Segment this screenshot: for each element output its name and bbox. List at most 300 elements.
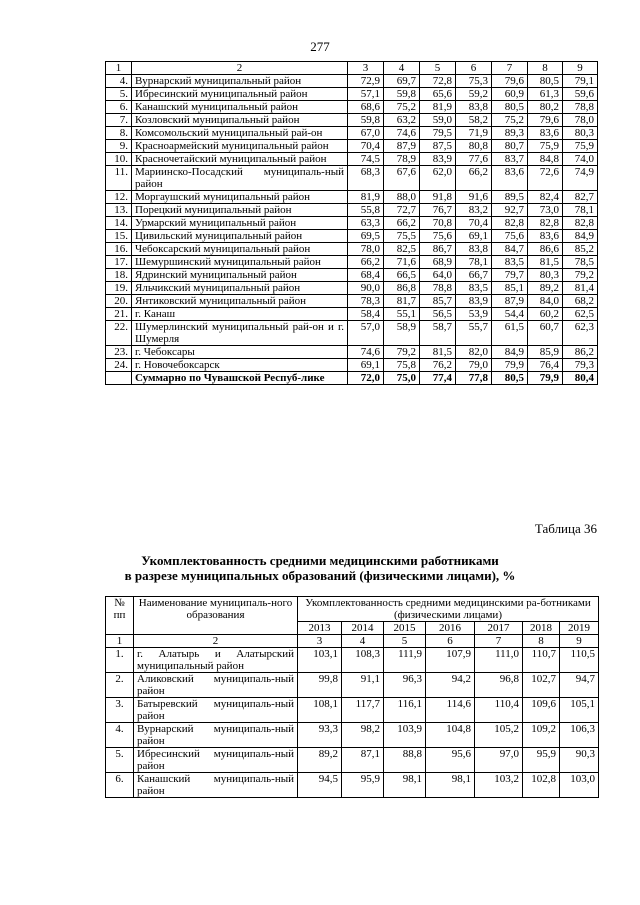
row-value: 98,1 [426,773,475,798]
total-value: 77,4 [420,372,456,385]
row-name: Чебоксарский муниципальный район [132,243,348,256]
row-value: 79,1 [563,75,598,88]
row-value: 82,4 [528,191,563,204]
row-value: 84,8 [528,153,563,166]
row-name: Батыревский муниципаль-ный район [134,698,298,723]
row-number: 15. [106,230,132,243]
year-header: 2017 [475,622,523,635]
total-value: 79,9 [528,372,563,385]
row-value: 84,7 [492,243,528,256]
row-value: 103,0 [560,773,599,798]
row-value: 75,9 [563,140,598,153]
row-value: 79,9 [492,359,528,372]
row-value: 59,0 [420,114,456,127]
row-name: Цивильский муниципальный район [132,230,348,243]
index-header-row [106,62,598,75]
column-index: 4 [384,62,420,75]
row-value: 60,2 [528,308,563,321]
row-name: Порецкий муниципальный район [132,204,348,217]
total-number-cell [106,372,132,385]
table-row [106,114,598,127]
row-value: 79,7 [492,269,528,282]
row-value: 111,9 [384,648,426,673]
row-number: 2. [106,673,134,698]
column-header-number: № пп [106,597,134,635]
row-name: Ибресинский муниципаль-ный район [134,748,298,773]
table-row [106,230,598,243]
row-value: 59,6 [563,88,598,101]
row-value: 55,1 [384,308,420,321]
row-value: 114,6 [426,698,475,723]
row-number: 13. [106,204,132,217]
total-value: 72,0 [348,372,384,385]
row-name: Вурнарский муниципаль-ный район [134,723,298,748]
row-value: 76,7 [420,204,456,217]
column-index: 7 [475,635,523,648]
row-number: 10. [106,153,132,166]
row-value: 72,8 [420,75,456,88]
row-value: 75,3 [456,75,492,88]
row-value: 59,8 [384,88,420,101]
row-value: 72,9 [348,75,384,88]
row-value: 117,7 [342,698,384,723]
row-value: 56,5 [420,308,456,321]
row-name: Канашский муниципальный район [132,101,348,114]
row-value: 85,2 [563,243,598,256]
table-row [106,101,598,114]
row-value: 71,9 [456,127,492,140]
table-row [106,204,598,217]
row-value: 83,6 [528,127,563,140]
column-index: 8 [523,635,560,648]
row-value: 103,1 [298,648,342,673]
row-value: 102,7 [523,673,560,698]
row-name: Ядринский муниципальный район [132,269,348,282]
row-value: 80,3 [528,269,563,282]
row-value: 83,8 [456,101,492,114]
column-index: 9 [563,62,598,75]
row-number: 5. [106,748,134,773]
row-value: 69,5 [348,230,384,243]
row-number: 6. [106,773,134,798]
row-value: 61,3 [528,88,563,101]
row-value: 83,5 [456,282,492,295]
row-value: 55,7 [456,321,492,346]
column-index: 1 [106,62,132,75]
row-value: 96,8 [475,673,523,698]
year-header: 2015 [384,622,426,635]
year-header: 2013 [298,622,342,635]
row-name: Шемуршинский муниципальный район [132,256,348,269]
row-name: Мариинско-Посадский муниципаль-ный район [132,166,348,191]
total-name: Суммарно по Чувашской Респуб-лике [132,372,348,385]
row-value: 75,5 [384,230,420,243]
row-value: 75,8 [384,359,420,372]
row-value: 81,4 [563,282,598,295]
row-value: 72,6 [528,166,563,191]
row-value: 66,5 [384,269,420,282]
table-row [106,75,598,88]
row-value: 86,8 [384,282,420,295]
nurse-staffing-table [105,596,599,798]
row-value: 78,8 [563,101,598,114]
table-row [106,346,598,359]
row-value: 98,2 [342,723,384,748]
row-name: Моргаушский муниципальный район [132,191,348,204]
row-value: 91,1 [342,673,384,698]
table-row [106,217,598,230]
row-value: 94,5 [298,773,342,798]
row-value: 81,7 [384,295,420,308]
row-value: 87,5 [420,140,456,153]
table-row [106,359,598,372]
row-value: 81,5 [528,256,563,269]
table-row [106,140,598,153]
row-value: 80,8 [456,140,492,153]
row-value: 75,6 [420,230,456,243]
row-value: 54,4 [492,308,528,321]
row-value: 84,9 [563,230,598,243]
index-header-row [106,635,599,648]
row-number: 16. [106,243,132,256]
column-index: 1 [106,635,134,648]
row-number: 14. [106,217,132,230]
row-value: 74,6 [384,127,420,140]
row-value: 75,6 [492,230,528,243]
table-row [106,127,598,140]
row-value: 110,7 [523,648,560,673]
row-number: 23. [106,346,132,359]
row-value: 110,5 [560,648,599,673]
row-value: 79,3 [563,359,598,372]
row-value: 67,0 [348,127,384,140]
row-value: 75,2 [384,101,420,114]
table-caption: Таблица 36 [534,521,597,536]
row-value: 79,2 [384,346,420,359]
total-value: 77,8 [456,372,492,385]
table-row [106,673,599,698]
row-value: 67,6 [384,166,420,191]
row-number: 19. [106,282,132,295]
row-value: 80,7 [492,140,528,153]
page-number: 277 [310,39,330,54]
row-value: 66,2 [348,256,384,269]
row-value: 86,7 [420,243,456,256]
table-title-line-2: в разрезе муниципальных образований (физическими лицами), % [124,568,516,583]
row-value: 78,5 [563,256,598,269]
row-value: 84,9 [492,346,528,359]
row-name: Комсомольский муниципальный рай-он [132,127,348,140]
row-value: 105,2 [475,723,523,748]
row-number: 17. [106,256,132,269]
column-header-name: Наименование муниципаль-ного образования [134,597,298,635]
row-value: 95,6 [426,748,475,773]
row-value: 68,3 [348,166,384,191]
row-value: 91,6 [456,191,492,204]
row-value: 71,6 [384,256,420,269]
row-value: 106,3 [560,723,599,748]
year-header: 2018 [523,622,560,635]
row-value: 83,8 [456,243,492,256]
row-value: 66,7 [456,269,492,282]
row-value: 89,3 [492,127,528,140]
row-value: 90,0 [348,282,384,295]
row-value: 88,0 [384,191,420,204]
row-value: 81,5 [420,346,456,359]
row-value: 74,9 [563,166,598,191]
row-value: 94,2 [426,673,475,698]
total-value: 80,4 [563,372,598,385]
row-value: 53,9 [456,308,492,321]
column-index: 2 [132,62,348,75]
row-value: 79,5 [420,127,456,140]
column-index: 5 [420,62,456,75]
row-value: 103,9 [384,723,426,748]
row-value: 59,2 [456,88,492,101]
row-value: 89,2 [528,282,563,295]
row-value: 83,6 [492,166,528,191]
row-value: 107,9 [426,648,475,673]
row-value: 60,7 [528,321,563,346]
row-value: 78,3 [348,295,384,308]
row-name: г. Новочебоксарск [132,359,348,372]
column-index: 3 [298,635,342,648]
row-value: 62,5 [563,308,598,321]
row-value: 87,9 [384,140,420,153]
row-value: 95,9 [342,773,384,798]
row-value: 95,9 [523,748,560,773]
table-row [106,748,599,773]
column-index: 7 [492,62,528,75]
row-number: 22. [106,321,132,346]
row-value: 57,0 [348,321,384,346]
row-value: 105,1 [560,698,599,723]
row-value: 89,2 [298,748,342,773]
row-value: 57,1 [348,88,384,101]
row-value: 86,6 [528,243,563,256]
row-value: 76,4 [528,359,563,372]
table-row [106,153,598,166]
total-row [106,372,598,385]
row-value: 62,3 [563,321,598,346]
row-value: 73,0 [528,204,563,217]
row-name: г. Канаш [132,308,348,321]
column-index: 9 [560,635,599,648]
row-value: 60,9 [492,88,528,101]
row-value: 93,3 [298,723,342,748]
row-value: 86,2 [563,346,598,359]
table-title [0,553,640,583]
row-value: 109,6 [523,698,560,723]
row-value: 108,1 [298,698,342,723]
row-value: 61,5 [492,321,528,346]
row-value: 90,3 [560,748,599,773]
column-index: 6 [456,62,492,75]
row-number: 7. [106,114,132,127]
row-number: 20. [106,295,132,308]
row-number: 21. [106,308,132,321]
row-value: 83,9 [420,153,456,166]
table-row [106,308,598,321]
row-value: 82,8 [563,217,598,230]
row-value: 82,0 [456,346,492,359]
row-value: 78,0 [563,114,598,127]
table-row [106,191,598,204]
row-name: Красночетайский муниципальный район [132,153,348,166]
row-value: 75,9 [528,140,563,153]
year-header: 2014 [342,622,384,635]
row-value: 64,0 [420,269,456,282]
row-value: 66,2 [384,217,420,230]
row-value: 70,8 [420,217,456,230]
row-number: 8. [106,127,132,140]
table-row [106,773,599,798]
row-value: 78,8 [420,282,456,295]
row-value: 58,9 [384,321,420,346]
row-value: 79,6 [528,114,563,127]
total-value: 75,0 [384,372,420,385]
row-value: 58,7 [420,321,456,346]
table-row [106,243,598,256]
table-row [106,648,599,673]
row-value: 59,8 [348,114,384,127]
row-number: 4. [106,723,134,748]
row-number: 12. [106,191,132,204]
row-value: 103,2 [475,773,523,798]
row-value: 85,9 [528,346,563,359]
row-value: 116,1 [384,698,426,723]
row-value: 88,8 [384,748,426,773]
row-value: 85,1 [492,282,528,295]
row-name: Яльчикский муниципальный район [132,282,348,295]
row-value: 68,4 [348,269,384,282]
row-name: Вурнарский муниципальный район [132,75,348,88]
table-row [106,256,598,269]
row-name: Ибресинский муниципальный район [132,88,348,101]
row-value: 68,6 [348,101,384,114]
table-row [106,269,598,282]
row-value: 79,6 [492,75,528,88]
row-value: 74,6 [348,346,384,359]
row-value: 92,7 [492,204,528,217]
row-number: 11. [106,166,132,191]
table-row [106,723,599,748]
row-value: 69,7 [384,75,420,88]
table-row [106,698,599,723]
row-value: 76,2 [420,359,456,372]
row-name: Козловский муниципальный район [132,114,348,127]
row-value: 82,7 [563,191,598,204]
row-value: 68,2 [563,295,598,308]
column-index: 6 [426,635,475,648]
row-value: 109,2 [523,723,560,748]
row-value: 83,6 [528,230,563,243]
row-value: 108,3 [342,648,384,673]
row-value: 97,0 [475,748,523,773]
row-number: 3. [106,698,134,723]
row-value: 80,5 [528,75,563,88]
row-value: 91,8 [420,191,456,204]
row-value: 81,9 [420,101,456,114]
row-value: 83,2 [456,204,492,217]
row-value: 87,9 [492,295,528,308]
row-value: 99,8 [298,673,342,698]
row-value: 58,2 [456,114,492,127]
row-value: 74,0 [563,153,598,166]
row-value: 111,0 [475,648,523,673]
column-index: 8 [528,62,563,75]
column-index: 2 [134,635,298,648]
row-number: 1. [106,648,134,673]
row-value: 80,3 [563,127,598,140]
row-value: 89,5 [492,191,528,204]
row-value: 74,5 [348,153,384,166]
row-value: 102,8 [523,773,560,798]
row-number: 9. [106,140,132,153]
row-number: 24. [106,359,132,372]
row-value: 83,7 [492,153,528,166]
row-value: 96,3 [384,673,426,698]
row-value: 68,9 [420,256,456,269]
row-value: 72,7 [384,204,420,217]
row-value: 66,2 [456,166,492,191]
row-value: 78,1 [456,256,492,269]
row-value: 83,5 [492,256,528,269]
table-row [106,295,598,308]
row-value: 94,7 [560,673,599,698]
row-value: 62,0 [420,166,456,191]
row-name: г. Чебоксары [132,346,348,359]
row-value: 69,1 [456,230,492,243]
row-value: 104,8 [426,723,475,748]
column-header-group: Укомплектованность средними медицинскими ра-ботниками (физическими лицами) [298,597,599,622]
year-header: 2019 [560,622,599,635]
row-value: 63,2 [384,114,420,127]
table-row [106,321,598,346]
staffing-table-continued [105,61,598,385]
row-value: 65,6 [420,88,456,101]
row-value: 82,5 [384,243,420,256]
row-value: 83,9 [456,295,492,308]
row-value: 84,0 [528,295,563,308]
row-value: 55,8 [348,204,384,217]
row-value: 78,0 [348,243,384,256]
row-value: 80,2 [528,101,563,114]
row-value: 77,6 [456,153,492,166]
row-number: 5. [106,88,132,101]
row-number: 4. [106,75,132,88]
column-index: 3 [348,62,384,75]
table-row [106,88,598,101]
column-index: 5 [384,635,426,648]
row-value: 69,1 [348,359,384,372]
row-value: 87,1 [342,748,384,773]
year-header: 2016 [426,622,475,635]
row-value: 82,8 [492,217,528,230]
row-value: 58,4 [348,308,384,321]
row-value: 85,7 [420,295,456,308]
row-name: Красноармейский муниципальный район [132,140,348,153]
row-value: 98,1 [384,773,426,798]
table-title-line-1: Укомплектованность средними медицинскими работниками [141,553,499,568]
row-value: 79,0 [456,359,492,372]
row-name: г. Алатырь и Алатырский муниципальный район [134,648,298,673]
row-value: 80,5 [492,101,528,114]
row-value: 82,8 [528,217,563,230]
row-value: 75,2 [492,114,528,127]
row-name: Урмарский муниципальный район [132,217,348,230]
row-number: 18. [106,269,132,282]
